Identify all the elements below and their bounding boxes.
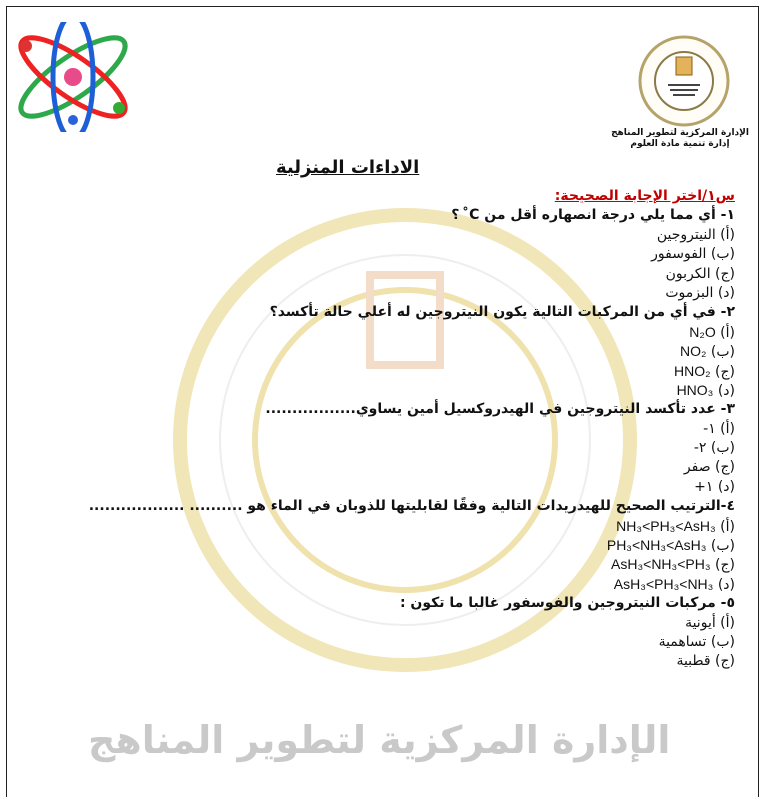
chem-formula: NO₂ (680, 343, 707, 360)
page-title: الاداءات المنزلية (276, 157, 420, 178)
option-label: (ج) (715, 363, 735, 380)
seal-caption (610, 128, 750, 150)
question-1: ١- أي مما يلي درجة انصهاره أقل من C ̊ ؟ (451, 207, 735, 224)
chem-formula: NH₃<PH₃<AsH₃ (616, 517, 716, 534)
section-heading: س١/اختر الإجابة الصحيحة: (554, 188, 735, 204)
chem-formula: HNO₃ (676, 381, 714, 398)
watermark-text: الإدارة المركزية لتطوير المناهج (88, 718, 671, 762)
option-label: (أ) (720, 518, 735, 535)
question-3: ٣- عدد تأكسد النيتروجين في الهيدروكسيل أمين يساوي................. (265, 401, 735, 418)
q1-option: (ج) الكربون (665, 265, 735, 282)
question-2: ٢- في أي من المركبات التالية يكون النيتروجين له أعلي حالة تأكسد؟ (269, 304, 735, 321)
q3-option: (د) ١+ (694, 478, 735, 495)
q5-option: (ج) قطبية (676, 653, 735, 670)
q5-option: (أ) أيونية (685, 614, 735, 631)
chem-formula: AsH₃<PH₃<NH₃ (613, 575, 714, 592)
q3-option: (أ) ١- (703, 420, 735, 437)
seal-caption-line1: الإدارة المركزية لتطوير المناهج (611, 128, 749, 138)
q1-option: (ب) الفوسفور (651, 246, 735, 263)
q3-option: (ج) صفر (683, 459, 735, 476)
q4-option (89, 575, 735, 594)
chem-formula: HNO₂ (674, 362, 711, 379)
q1-option: (أ) النيتروجين (656, 226, 735, 243)
seal-caption-line2: إدارة تنمية مادة العلوم (630, 139, 730, 149)
option-label: (ب) (710, 538, 735, 555)
option-label: (ب) (710, 344, 735, 361)
q1-option: (د) البزموت (665, 284, 735, 301)
chem-formula: PH₃<NH₃<AsH₃ (606, 537, 707, 554)
q2-option (89, 381, 735, 400)
questions-block (89, 187, 735, 672)
option-label: (ج) (715, 557, 735, 574)
chem-formula: N₂O (689, 323, 716, 340)
q4-option (89, 517, 735, 536)
atom-logo-icon (6, 22, 141, 132)
q3-option: (ب) ٢- (693, 440, 735, 457)
q4-option (89, 555, 735, 574)
q2-option (89, 323, 735, 342)
question-4: ٤-الترتيب الصحيح للهيدريدات التالية وفقًا لقابليتها للذوبان في الماء هو .......... .................. (88, 498, 735, 515)
question-5: ٥- مركبات النيتروجين والفوسفور غالبا ما تكون : (399, 595, 735, 612)
ministry-seal-icon (628, 35, 740, 127)
chem-formula: AsH₃<NH₃<PH₃ (611, 556, 711, 573)
q4-option (89, 536, 735, 555)
q2-option (89, 342, 735, 361)
option-label: (د) (717, 576, 735, 593)
option-label: (د) (717, 382, 735, 399)
q2-option (89, 362, 735, 381)
q5-option: (ب) تساهمية (658, 633, 735, 650)
option-label: (أ) (720, 324, 735, 341)
